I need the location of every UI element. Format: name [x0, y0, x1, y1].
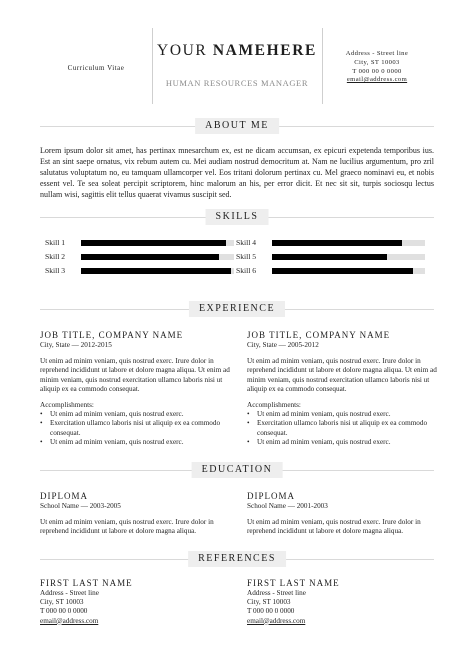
reference-name: FIRST LAST NAME	[247, 578, 340, 588]
document-label: Curriculum Vitae	[67, 64, 125, 72]
list-item: • Ut enim ad minim veniam, quis nostrud exerc.	[40, 410, 230, 419]
about-text: Lorem ipsum dolor sit amet, has pertinax mnesarchum ex, est ne dicam accumsan, ex epicuri expetenda temporibus ius. Est an sint saepe ornatus, vix rebum autem cu. Mei audiam nostrud democritum at. Nam ne lucilius argumentum, pro zril salutatus voluptatum no, eu tamquam ullamcorper vel. Eos tritani dolorum pertinax cu. Mel graeco nominavi eu, et nobis essent vel. Te sea soleat percipit scriptorem, hinc malorum an his, per error dicit. Et nec sit sit, turpis sociosqu lectus nullam wisi, sagittis elit tellus quaerat vivamus suscipit sed.	[40, 146, 434, 199]
skill-bar	[272, 268, 425, 274]
job-title: HUMAN RESOURCES MANAGER	[165, 78, 309, 88]
job-entry-dates: City, State — 2012-2015	[40, 341, 112, 349]
accomplishments-label: Accomplishments:	[247, 401, 301, 410]
skill-bar	[81, 268, 234, 274]
job-entry-title: JOB TITLE, COMPANY NAME	[247, 330, 391, 340]
reference-address: Address - Street line	[247, 589, 306, 597]
skill-bar-fill	[272, 254, 387, 260]
name-last: NAMEHERE	[212, 42, 317, 59]
section-header-skills	[40, 209, 434, 225]
list-item: • Ut enim ad minim veniam, quis nostrud exerc.	[247, 410, 437, 419]
accomplishments-list	[40, 410, 230, 447]
skill-row	[236, 238, 426, 247]
header-contact	[322, 50, 432, 85]
reference-entry	[40, 578, 230, 626]
list-item: • Ut enim ad minim veniam, quis nostrud exerc.	[40, 438, 230, 447]
job-entry-description: Ut enim ad minim veniam, quis nostrud exerc. Irure dolor in reprehend incididunt ut labore et dolore magna aliqua. Ut enim ad minim veniam, quis nostrud exercitation ullamco laboris nisi ut aliquip ex ea commodo consequat.	[247, 357, 437, 393]
skill-row	[45, 252, 235, 261]
skill-bar	[81, 254, 234, 260]
section-header-references	[40, 551, 434, 567]
candidate-name	[152, 42, 322, 60]
school-dates: School Name — 2001-2003	[247, 502, 328, 510]
reference-email-link[interactable]: email@address.com	[40, 616, 99, 625]
contact-city: City, ST 10003	[354, 58, 400, 66]
job-entry-description: Ut enim ad minim veniam, quis nostrud exerc. Irure dolor in reprehend incididunt ut labore et dolore magna aliqua. Ut enim ad minim veniam, quis nostrud exercitation ullamco laboris nisi ut aliquip ex ea commodo consequat.	[40, 357, 230, 393]
name-first: YOUR	[157, 42, 208, 59]
reference-phone: T 000 00 0 0000	[247, 607, 295, 616]
section-header-education	[40, 462, 434, 478]
reference-entry	[247, 578, 437, 626]
job-entry-title: JOB TITLE, COMPANY NAME	[40, 330, 184, 340]
section-title: SKILLS	[206, 209, 269, 225]
skill-row	[236, 252, 426, 261]
skill-row	[236, 266, 426, 275]
reference-city: City, ST 10003	[40, 598, 84, 607]
school-dates: School Name — 2003-2005	[40, 502, 121, 510]
skill-name: Skill 2	[45, 252, 66, 261]
skill-bar-fill	[81, 240, 226, 246]
list-item: • Exercitation ullamco laboris nisi ut aliquip ex ea commodo consequat.	[247, 419, 437, 437]
degree-title: DIPLOMA	[40, 491, 89, 501]
skill-row	[45, 238, 235, 247]
skill-name: Skill 5	[236, 252, 257, 261]
skill-bar	[272, 254, 425, 260]
education-entry	[247, 491, 437, 537]
skill-bar	[81, 240, 234, 246]
skill-name: Skill 3	[45, 266, 66, 275]
section-title: EDUCATION	[192, 462, 283, 478]
section-title: REFERENCES	[188, 551, 286, 567]
contact-address: Address - Street line	[345, 50, 409, 57]
skill-bar-fill	[272, 268, 413, 274]
section-title: ABOUT ME	[195, 118, 279, 134]
contact-phone: T 000 00 0 0000	[352, 67, 402, 75]
skill-bar-fill	[272, 240, 402, 246]
accomplishments-list	[247, 410, 437, 447]
education-description: Ut enim ad minim veniam, quis nostrud exerc. Irure dolor in reprehend incididunt ut labore et dolore magna aliqua.	[247, 518, 421, 536]
job-entry-dates: City, State — 2005-2012	[247, 341, 319, 349]
reference-city: City, ST 10003	[247, 598, 291, 607]
degree-title: DIPLOMA	[247, 491, 296, 501]
experience-entry	[40, 330, 230, 447]
section-header-about	[40, 118, 434, 134]
skill-bar-fill	[81, 254, 219, 260]
experience-entry	[247, 330, 437, 447]
contact-email-link[interactable]: email@address.com	[346, 76, 408, 84]
skill-bar	[272, 240, 425, 246]
skill-name: Skill 1	[45, 238, 66, 247]
section-title: EXPERIENCE	[189, 301, 285, 317]
education-description: Ut enim ad minim veniam, quis nostrud exerc. Irure dolor in reprehend incididunt ut labore et dolore magna aliqua.	[40, 518, 214, 536]
list-item: • Exercitation ullamco laboris nisi ut aliquip ex ea commodo consequat.	[40, 419, 230, 437]
education-entry	[40, 491, 230, 537]
reference-email-link[interactable]: email@address.com	[247, 616, 306, 625]
list-item: • Ut enim ad minim veniam, quis nostrud exerc.	[247, 438, 437, 447]
reference-address: Address - Street line	[40, 589, 99, 597]
skill-name: Skill 4	[236, 238, 257, 247]
reference-phone: T 000 00 0 0000	[40, 607, 88, 616]
accomplishments-label: Accomplishments:	[40, 401, 94, 410]
skill-row	[45, 266, 235, 275]
reference-name: FIRST LAST NAME	[40, 578, 133, 588]
header-divider-left	[152, 28, 153, 104]
skill-name: Skill 6	[236, 266, 257, 275]
section-header-experience	[40, 301, 434, 317]
skill-bar-fill	[81, 268, 231, 274]
